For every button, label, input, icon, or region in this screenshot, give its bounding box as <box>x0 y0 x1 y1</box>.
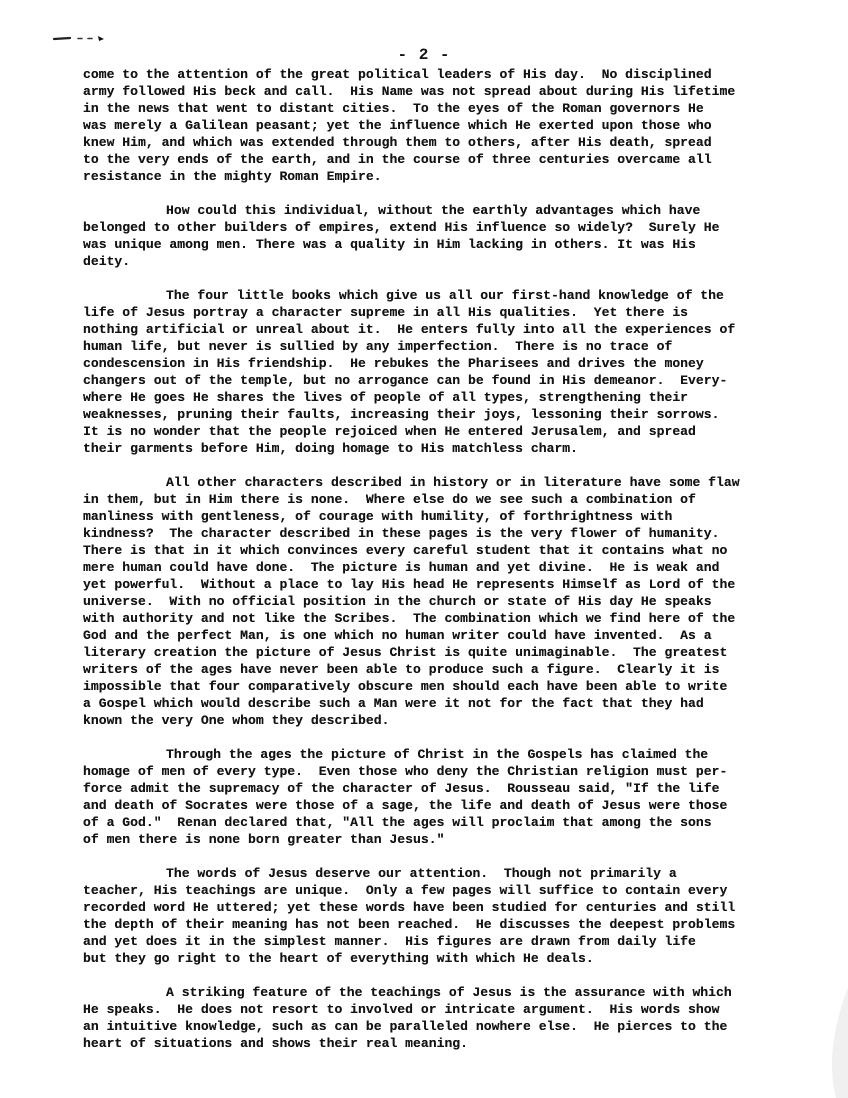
text-line: God and the perfect Man, is one which no human writer could have invented. As a <box>83 628 712 643</box>
text-line: manliness with gentleness, of courage with humility, of forthrightness with <box>83 509 673 524</box>
paragraph <box>83 746 785 848</box>
text-line: There is that in it which convinces every careful student that it contains what no <box>83 543 728 558</box>
text-line: known the very One whom they described. <box>83 713 390 728</box>
paragraph <box>83 984 785 1052</box>
text-line: writers of the ages have never been able to produce such a figure. Clearly it is <box>83 662 720 677</box>
text-line: He speaks. He does not resort to involved or intricate argument. His words show <box>83 1002 720 1017</box>
text-line: knew Him, and which was extended through them to others, after His death, spread <box>83 135 712 150</box>
text-line: Through the ages the picture of Christ in the Gospels has claimed the <box>166 747 709 762</box>
text-line: The words of Jesus deserve our attention. Though not primarily a <box>166 866 677 881</box>
paragraph <box>83 287 785 457</box>
ink-mark-icon <box>52 30 108 44</box>
text-line: mere human could have done. The picture is human and yet divine. He is weak and <box>83 560 720 575</box>
text-line: A striking feature of the teachings of Jesus is the assurance with which <box>166 985 732 1000</box>
text-line: life of Jesus portray a character supreme in all His qualities. Yet there is <box>83 305 689 320</box>
text-line: recorded word He uttered; yet these words have been studied for centuries and still <box>83 900 736 915</box>
text-line: and yet does it in the simplest manner. His figures are drawn from daily life <box>83 934 696 949</box>
page-number: - 2 - <box>397 46 451 64</box>
text-line: of a God." Renan declared that, "All the ages will proclaim that among the sons <box>83 815 712 830</box>
text-line: resistance in the mighty Roman Empire. <box>83 169 382 184</box>
text-line: changers out of the temple, but no arrogance can be found in His demeanor. Every- <box>83 373 728 388</box>
text-line: belonged to other builders of empires, extend His influence so widely? Surely He <box>83 220 720 235</box>
text-line: was unique among men. There was a quality in Him lacking in others. It was His <box>83 237 696 252</box>
text-line: was merely a Galilean peasant; yet the influence which He exerted upon those who <box>83 118 712 133</box>
page-smudge <box>788 988 848 1098</box>
text-line: It is no wonder that the people rejoiced when He entered Jerusalem, and spread <box>83 424 696 439</box>
text-line: an intuitive knowledge, such as can be paralleled nowhere else. He pierces to the <box>83 1019 728 1034</box>
text-line: teacher, His teachings are unique. Only a few pages will suffice to contain every <box>83 883 728 898</box>
text-line: in the news that went to distant cities. To the eyes of the Roman governors He <box>83 101 704 116</box>
paragraph <box>83 865 785 967</box>
text-line: How could this individual, without the earthly advantages which have <box>166 203 701 218</box>
text-line: nothing artificial or unreal about it. He enters fully into all the experiences of <box>83 322 736 337</box>
text-line: universe. With no official position in the church or state of His day He speaks <box>83 594 712 609</box>
text-line: heart of situations and shows their real meaning. <box>83 1036 469 1051</box>
text-line: force admit the supremacy of the character of Jesus. Rousseau said, "If the life <box>83 781 720 796</box>
text-line: impossible that four comparatively obscure men should each have been able to write <box>83 679 728 694</box>
text-line: human life, but never is sullied by any imperfection. There is no trace of <box>83 339 673 354</box>
text-line: come to the attention of the great political leaders of His day. No disciplined <box>83 67 712 82</box>
text-line: of men there is none born greater than Jesus." <box>83 832 445 847</box>
text-line: the depth of their meaning has not been reached. He discusses the deepest problems <box>83 917 736 932</box>
text-line: weaknesses, pruning their faults, increasing their joys, lessoning their sorrows. <box>83 407 720 422</box>
text-line: to the very ends of the earth, and in the course of three centuries overcame all <box>83 152 712 167</box>
text-line: The four little books which give us all our first-hand knowledge of the <box>166 288 724 303</box>
text-line: All other characters described in history or in literature have some flaw <box>166 475 740 490</box>
text-line: their garments before Him, doing homage to His matchless charm. <box>83 441 579 456</box>
text-line: kindness? The character described in these pages is the very flower of humanity. <box>83 526 720 541</box>
text-line: a Gospel which would describe such a Man were it not for the fact that they had <box>83 696 704 711</box>
text-line: literary creation the picture of Jesus Christ is quite unimaginable. The greatest <box>83 645 728 660</box>
paragraph <box>83 66 785 185</box>
text-line: and death of Socrates were those of a sage, the life and death of Jesus were those <box>83 798 728 813</box>
text-line: in them, but in Him there is none. Where else do we see such a combination of <box>83 492 696 507</box>
text-line: where He goes He shares the lives of people of all types, strengthening their <box>83 390 689 405</box>
text-line: army followed His beck and call. His Name was not spread about during His lifetime <box>83 84 736 99</box>
paragraph <box>83 474 785 729</box>
text-line: with authority and not like the Scribes. The combination which we find here of the <box>83 611 736 626</box>
text-line: yet powerful. Without a place to lay His head He represents Himself as Lord of the <box>83 577 736 592</box>
document-body <box>83 66 785 1069</box>
text-line: deity. <box>83 254 131 269</box>
text-line: condescension in His friendship. He rebukes the Pharisees and drives the money <box>83 356 704 371</box>
paragraph <box>83 202 785 270</box>
text-line: but they go right to the heart of everything with which He deals. <box>83 951 594 966</box>
text-line: homage of men of every type. Even those who deny the Christian religion must per- <box>83 764 728 779</box>
